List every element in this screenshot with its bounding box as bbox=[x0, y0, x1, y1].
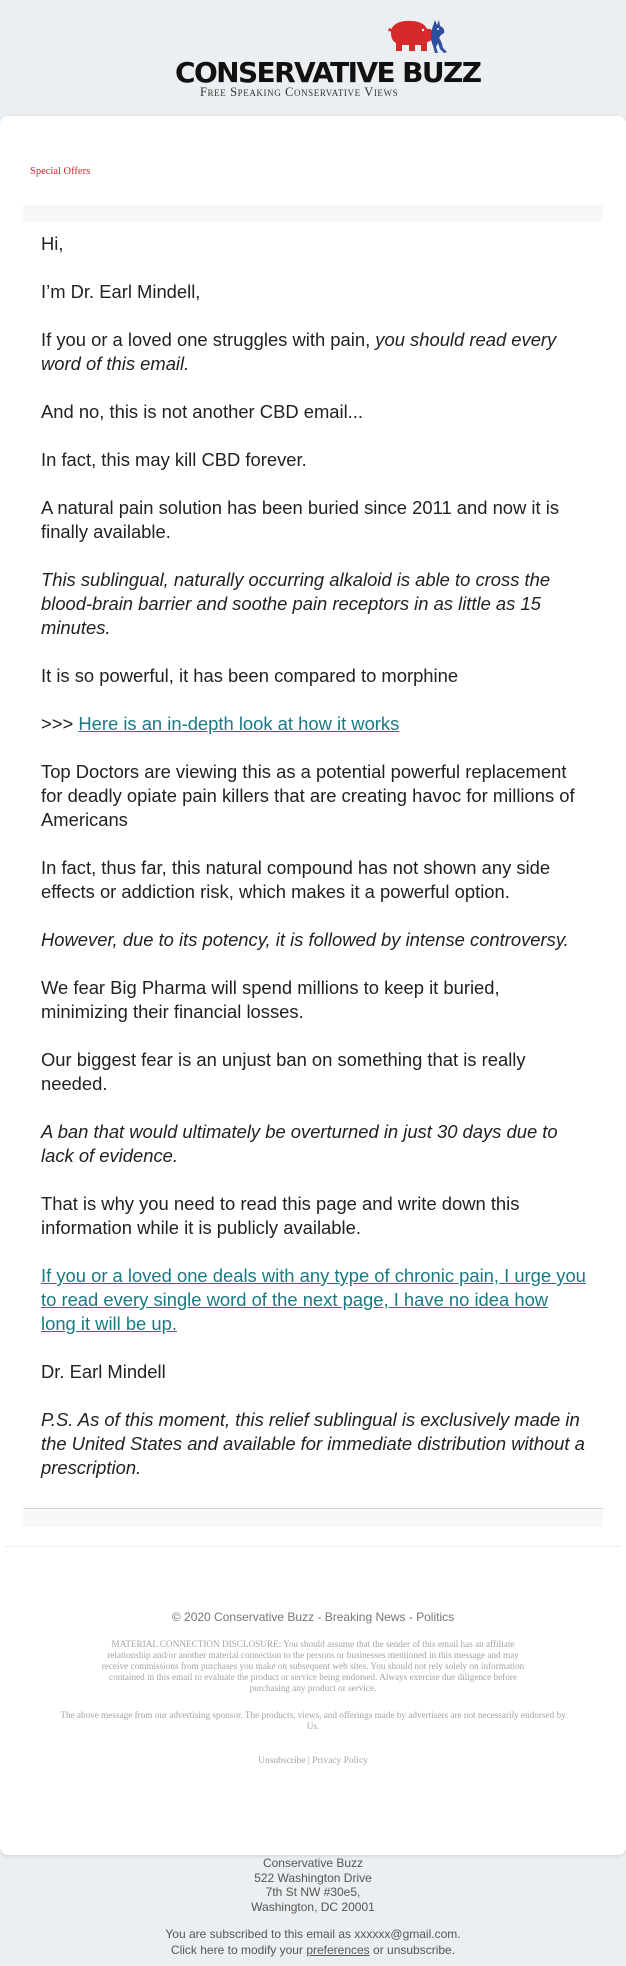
how-it-works-link[interactable]: Here is an in-depth look at how it works bbox=[78, 713, 400, 734]
privacy-policy-link[interactable]: Privacy Policy bbox=[312, 1756, 368, 1766]
modify-suffix: or unsubscribe. bbox=[369, 1943, 456, 1957]
paragraph-kill-cbd: In fact, this may kill CBD forever. bbox=[41, 449, 307, 470]
sponsor-note: The above message from our advertising sponsor. The products, views, and offerings made by advertisers are not necessarily endorsed by Us. bbox=[60, 1710, 566, 1731]
postscript: P.S. As of this moment, this relief sublingual is exclusively made in the United States and available for immediate distribution without a prescription. bbox=[41, 1409, 585, 1478]
top-divider-band bbox=[23, 205, 603, 222]
chronic-pain-link[interactable]: If you or a loved one deals with any type of chronic pain, I urge you to read every single word of the next page, I have no idea how long it will be up. bbox=[41, 1265, 586, 1334]
email-body bbox=[41, 232, 586, 1504]
paragraph-morphine: It is so powerful, it has been compared to morphine bbox=[41, 665, 459, 686]
email-card bbox=[0, 116, 626, 1855]
paragraph-cbd: And no, this is not another CBD email... bbox=[41, 401, 363, 422]
unsubscribe-link[interactable]: Unsubscribe bbox=[258, 1756, 306, 1766]
link-prefix: >>> bbox=[41, 713, 79, 734]
paragraph-big-pharma: We fear Big Pharma will spend millions to keep it buried, minimizing their financial losses. bbox=[41, 977, 500, 1022]
brand-name: CONSERVATIVE BUZZ bbox=[175, 56, 481, 89]
subscribed-email-line: You are subscribed to this email as xxxxxx@gmail.com. bbox=[165, 1927, 461, 1941]
email-header bbox=[0, 0, 626, 115]
special-offers-link[interactable]: Special Offers bbox=[30, 166, 91, 177]
material-connection-disclosure: MATERIAL CONNECTION DISCLOSURE: You should assume that the sender of this email has an affiliate relationship and/or another material connection to the persons or businesses mentioned in this message and may receive commissions from purchases you make on subsequent web sites. You should not rely solely on information contained in this email to evaluate the product or service being endorsed. Always exercise due diligence before purchasing any product or service. bbox=[101, 1639, 525, 1693]
greeting: Hi, bbox=[41, 233, 64, 254]
subscription-notice bbox=[0, 1926, 626, 1958]
paragraph-natural-solution: A natural pain solution has been buried since 2011 and now it is finally available. bbox=[41, 497, 560, 542]
paragraph-side-effects: In fact, thus far, this natural compound has not shown any side effects or addiction risk, which makes it a powerful option. bbox=[41, 857, 551, 902]
footer-links bbox=[0, 1756, 626, 1766]
brand-tagline: Free Speaking Conservative Views bbox=[200, 85, 399, 99]
modify-prefix: Click here to modify your bbox=[170, 1943, 307, 1957]
paragraph-controversy: However, due to its potency, it is followed by intense controversy. bbox=[41, 929, 569, 950]
conservative-buzz-logo[interactable] bbox=[175, 18, 481, 100]
paragraph-ban-overturned: A ban that would ultimately be overturned in just 30 days due to lack of evidence. bbox=[41, 1121, 558, 1166]
elephant-icon bbox=[388, 21, 433, 51]
footer-divider bbox=[5, 1546, 621, 1547]
paragraph-read-page: That is why you need to read this page and write down this information while it is publicly available. bbox=[41, 1193, 520, 1238]
paragraph-chronic-pain-link bbox=[41, 1264, 586, 1336]
address-line-1: 522 Washington Drive bbox=[254, 1870, 372, 1885]
address-line-3: Washington, DC 20001 bbox=[251, 1899, 375, 1914]
copyright-text: © 2020 Conservative Buzz - Breaking News - Politics bbox=[171, 1610, 455, 1624]
intro-paragraph: I’m Dr. Earl Mindell, bbox=[41, 281, 201, 302]
paragraph-pain-text: If you or a loved one struggles with pain, bbox=[41, 329, 376, 350]
paragraph-pain bbox=[41, 328, 586, 376]
footer-link-separator: | bbox=[305, 1756, 313, 1766]
address-line-2: 7th St NW #30e5, bbox=[265, 1885, 361, 1899]
postal-address bbox=[0, 1856, 626, 1914]
donkey-icon bbox=[431, 20, 447, 53]
paragraph-alkaloid: This sublingual, naturally occurring alkaloid is able to cross the blood-brain barrier and soothe pain receptors in as little as 15 minutes. bbox=[41, 569, 551, 638]
paragraph-pain-emphasis: you should read every word of this email. bbox=[41, 329, 557, 374]
paragraph-link-how-it-works bbox=[41, 712, 586, 736]
paragraph-ban-fear: Our biggest fear is an unjust ban on something that is really needed. bbox=[41, 1049, 526, 1094]
paragraph-top-doctors: Top Doctors are viewing this as a potential powerful replacement for deadly opiate pain killers that are creating havoc for millions of Americans bbox=[41, 761, 575, 830]
bottom-divider-band bbox=[23, 1508, 603, 1527]
preferences-link[interactable]: preferences bbox=[306, 1943, 370, 1957]
signature: Dr. Earl Mindell bbox=[41, 1361, 166, 1382]
address-company: Conservative Buzz bbox=[262, 1856, 364, 1870]
modify-preferences-line bbox=[0, 1942, 626, 1958]
